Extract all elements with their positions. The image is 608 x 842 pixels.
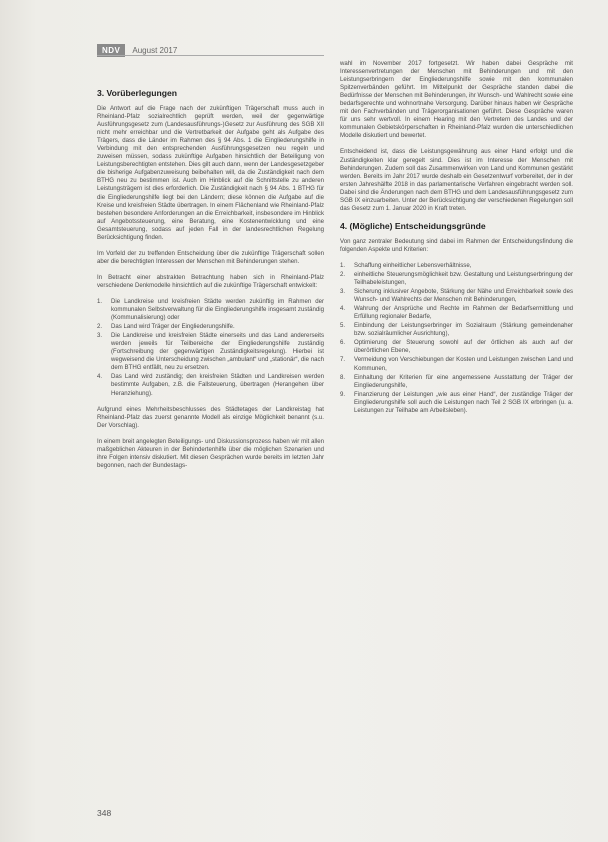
list-number: 3. [340,288,346,296]
journal-badge: NDV [97,44,125,57]
paragraph: wahl im November 2017 fortgesetzt. Wir haben dabei Gespräche mit Interessenvertretungen der Menschen mit Behinderungen und mit den Leistungserbringern der Eingliederungshilfe sowie mit den kommunalen Spitzenverbänden geführt. Im Mittelpunkt der Gespräche standen dabei die Bedürfnisse der Menschen mit Behinderungen, ihr Wunsch- und Wahlrecht sowie eine bedarfsgerechte und wohnortnahe Versorgung. Darüber hinaus haben wir Gespräche mit den Fachverbänden und Trägerorganisationen geführt. Diese Gespräche waren für uns sehr wertvoll. In einem Hearing mit den Vertretern des Landes und der kommunalen Gebietskörperschaften in Rheinland-Pfalz wurden die unterschiedlichen Modelle diskutiert und bewertet. [340,60,573,140]
list-text: Die Landkreise und kreisfreien Städte werden zukünftig im Rahmen der kommunalen Selbstverwaltung für die Eingliederungshilfe insgesamt zuständig (Kommunalisierung) oder [111,297,324,322]
paragraph: Im Vorfeld der zu treffenden Entscheidung über die zukünftige Trägerschaft sollen aber die berechtigten Interessen der Menschen mit Behinderungen stehen. [97,249,324,265]
list-number: 1. [340,261,346,269]
list-number: 3. [97,332,103,340]
list-text: Optimierung der Steuerung sowohl auf der örtlichen als auch auf der überörtlichen Ebene, [354,339,573,355]
paragraph: Entscheidend ist, dass die Leistungsgewährung aus einer Hand erfolgt und die Zuständigkeiten klar geregelt sind. Dies ist im Interesse der Menschen mit Behinderungen. Zudem soll das Zusammenwirken von Land und Kommunen gestärkt werden. Bereits im Jahr 2017 wurde deshalb ein Gesetzentwurf vorbereitet, der in der ersten Jahreshälfte 2018 in das parlamentarische Verfahren eingebracht werden soll. Dabei sind die Änderungen nach dem BTHG und dem Landesausführungsgesetz zum SGB IX einzuarbeiten. Unter der Berücksichtigung der verschiedenen Regelungen soll das Gesetz zum 1. Januar 2020 in Kraft treten. [340,148,573,212]
paragraph: In Betracht einer abstrakten Betrachtung haben sich in Rheinland-Pfalz verschiedene Denkmodelle hinsichtlich auf die zukünftige Trägerschaft entwickelt: [97,273,324,289]
paragraph: Aufgrund eines Mehrheitsbeschlusses des Städtetages der Landkreistag hat Rheinland-Pfalz das zuerst genannte Modell als einzige Möglichkeit benannt (s.u. Der Vorschlag). [97,405,324,429]
list-number: 4. [97,373,103,381]
paragraph: Von ganz zentraler Bedeutung sind dabei im Rahmen der Entscheidungsfindung die folgenden Aspekte und Kriterien: [340,237,573,253]
list-number: 9. [340,390,346,398]
list-text: Das Land wird Träger der Eingliederungshilfe. [111,323,235,331]
page-number: 348 [97,808,112,818]
list-text: Schaffung einheitlicher Lebensverhältnisse, [354,261,472,269]
list-item [340,305,573,321]
list-item [340,356,573,372]
list-text: Einbindung der Leistungserbringer im Sozialraum (Stärkung gemeindenaher bzw. sozialräumlicher Ausrichtung), [354,322,573,338]
criteria-list [340,262,573,415]
list-text: Finanzierung der Leistungen „wie aus einer Hand“, der zuständige Träger der Eingliederungshilfe soll auch die Leistungen nach Teil 2 SGB IX erbringen (u. a. Leistungen zur Teilhabe am Arbeitsleben). [354,390,573,414]
list-text: Sicherung inklusiver Angebote, Stärkung der Nähe und Erreichbarkeit sowie des Wunsch- und Wahlrechts der Menschen mit Behinderungen, [354,288,573,304]
list-text: Wahrung der Ansprüche und Rechte im Rahmen der Bedarfsermittlung und Erfüllung regionaler Bedarfe, [354,305,573,321]
issue-date: August 2017 [132,45,178,55]
list-item [340,374,573,390]
section-3-heading: 3. Vorüberlegungen [97,88,178,98]
paragraph: Die Antwort auf die Frage nach der zukünftigen Trägerschaft muss auch in Rheinland-Pfalz sozialrechtlich geprüft werden, weil der gegenwärtige Ausführungsgesetz zum (Landesausführungs-)Gesetz zur Ausführung des SGB XII nicht mehr erreichbar und die Vertretbarkeit der Aufgabe geht als Aufgabe des Trägers, dass die Länder im Rahmen des § 94 Abs. 1 die Eingliederungshilfe in Verbindung mit den entsprechenden Ausführungsgesetzen neu regeln und zuweisen müssen, sodass zukünftige Aufgaben hinsichtlich der Beteiligung von Leistungsberechtigten entstehen. Dies gilt auch dann, wenn der Landesgesetzgeber die bisherige Aufgabenzuweisung beibehalten will, da die Zuständigkeit nach dem BTHG neu zu bestimmen ist. Auch im Hinblick auf die Schnittstelle zu anderen Leistungsträgern ist dies erforderlich. Die Zuständigkeit nach § 94 Abs. 1 BTHG für die Eingliederungshilfe liegt bei den Ländern; diese können die Aufgabe auf die Kreise und kreisfreien Städte übertragen. In einem Flächenland wie Rheinland-Pfalz bestehen besondere Anforderungen an die Erreichbarkeit, insbesondere im Hinblick auf Angebotssteuerung, eine Beratung, eine Kostenentwicklung und eine Gesamtsteuerung, sodass auf jeden Fall in der landesrechtlichen Regelung Berücksichtigung finden. [97,105,324,241]
list-item [340,339,573,355]
list-item [97,323,324,331]
list-item [340,322,573,338]
list-item [97,332,324,372]
list-text: einheitliche Steuerungsmöglichkeit bzw. Gestaltung und Leistungserbringung der Teilhabeleistungen, [354,270,573,287]
list-number: 5. [340,322,346,330]
section-4-heading: 4. (Mögliche) Entscheidungsgründe [340,220,486,231]
list-number: 2. [97,323,103,331]
paragraph: In einem breit angelegten Beteiligungs- und Diskussionsprozess haben wir mit allen maßgeblichen Akteuren in der Behindertenhilfe über die möglichen Szenarien und ihre Folgen intensiv diskutiert. Mit diesen Gesprächen wurde bereits im letzten Jahr begonnen, nach der Bundestags- [97,437,324,469]
list-number: 1. [97,297,103,305]
list-number: 7. [340,356,346,364]
list-number: 2. [340,270,346,278]
list-text: Einhaltung der Kriterien für eine angemessene Ausstattung der Träger der Eingliederungshilfe, [354,373,573,389]
list-text: Die Landkreise und kreisfreien Städte einerseits und das Land andererseits werden jeweils für Teilbereiche der Eingliederungshilfe zuständig (Fortschreibung der gegenwärtigen Zuständigkeitsregelung). Hierbei ist wegweisend die Unterscheidung zwischen „ambulant“ und „stationär“, die nach dem BTHG entfällt, neu zu ersetzen. [111,332,324,372]
right-column [340,60,573,423]
left-column [97,88,324,478]
list-item [340,288,573,304]
list-item [340,262,573,270]
list-number: 4. [340,305,346,313]
list-text: Das Land wird zuständig; den kreisfreien Städten und Landkreisen werden bestimmte Aufgaben, z.B. die Fallsteuerung, übertragen (Herangehen über Heranziehung). [111,373,324,397]
list-item [97,298,324,322]
list-item [340,271,573,287]
model-list [97,298,324,398]
list-item [340,391,573,415]
header-rule [97,55,324,56]
list-number: 6. [340,339,346,347]
list-text: Vermeidung von Verschiebungen der Kosten und Leistungen zwischen Land und Kommunen, [354,356,573,372]
list-item [97,373,324,397]
list-number: 8. [340,373,346,381]
